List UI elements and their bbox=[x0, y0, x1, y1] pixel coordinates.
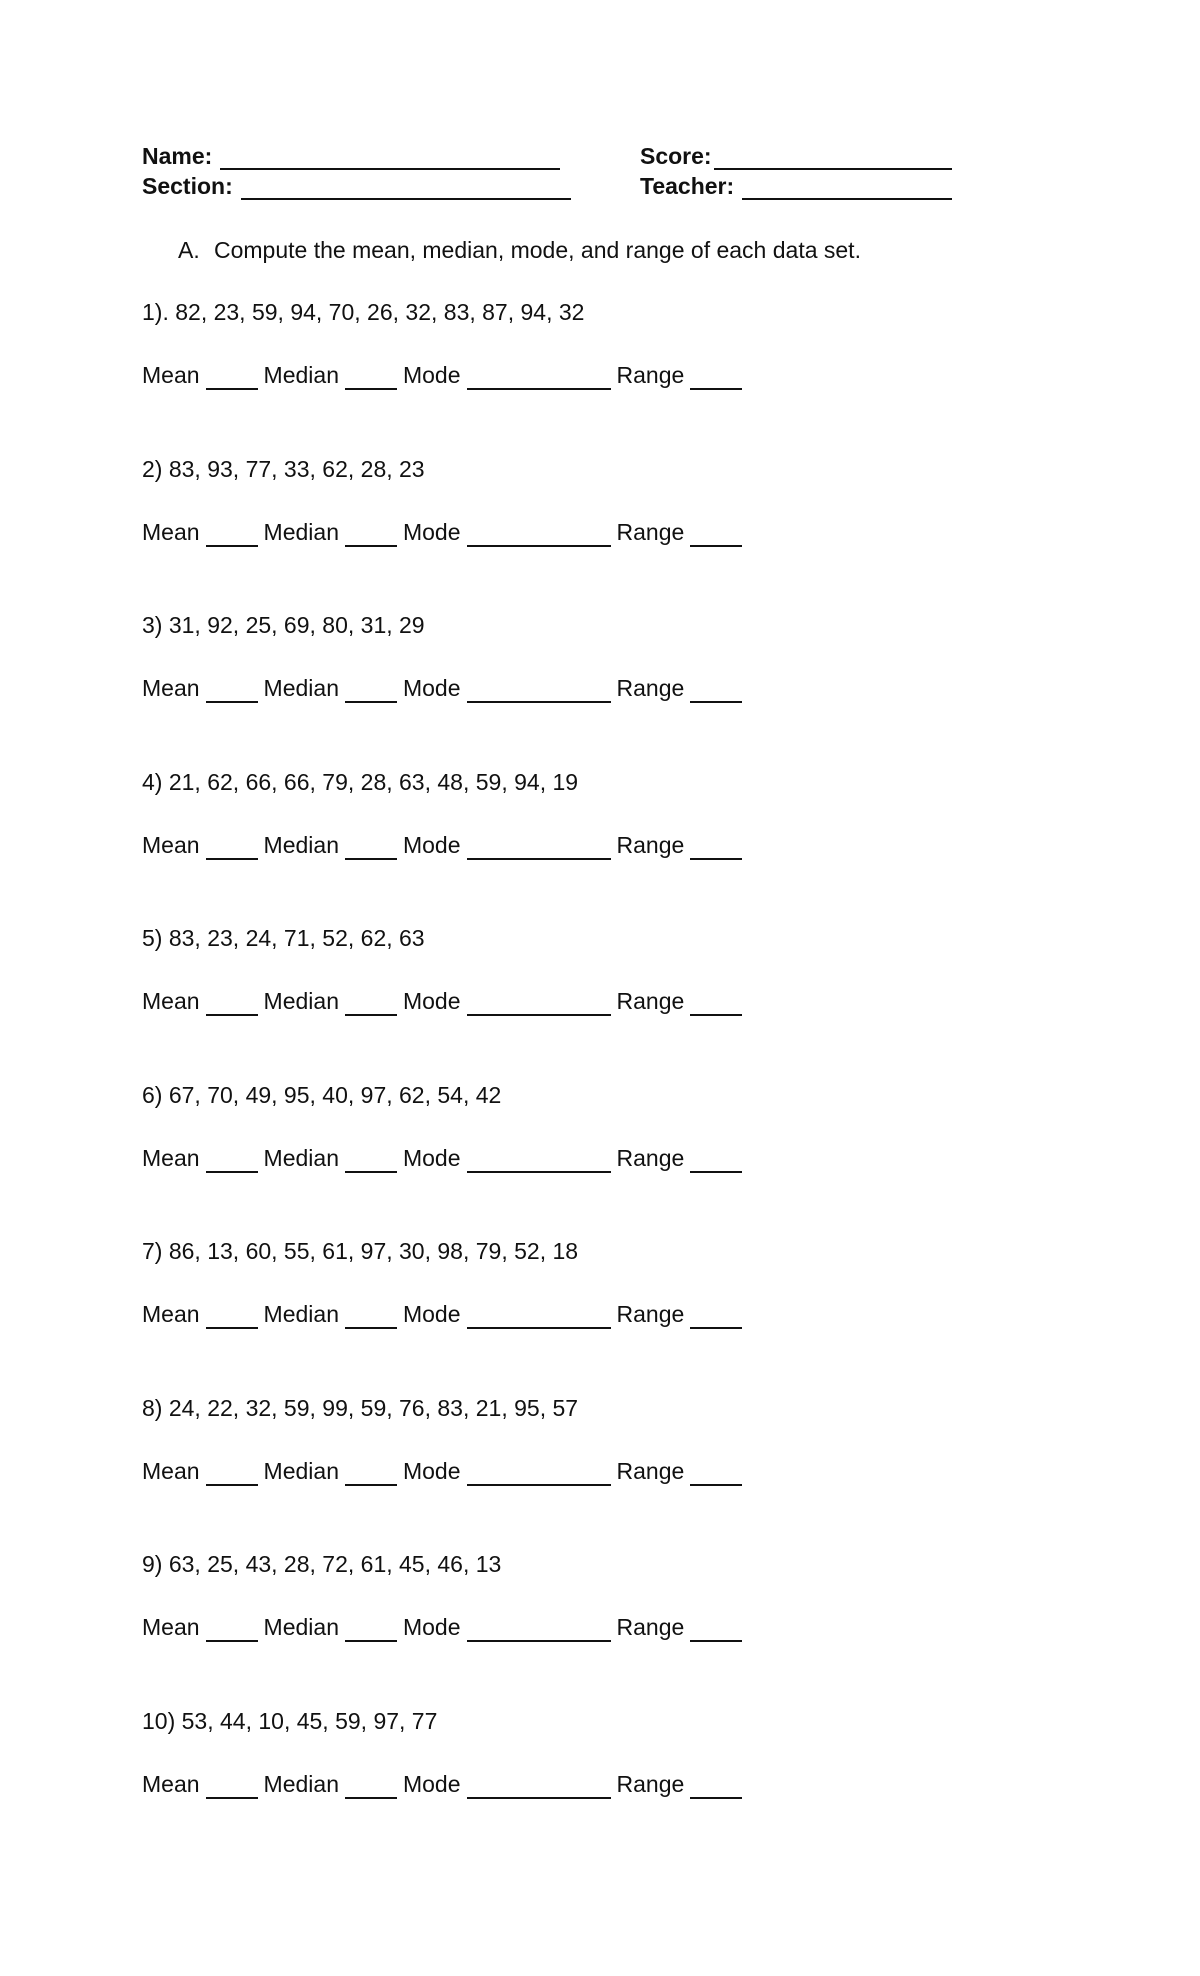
range-label: Range bbox=[616, 1144, 685, 1171]
range-answer-blank[interactable] bbox=[690, 1775, 742, 1799]
mean-label: Mean bbox=[142, 362, 200, 388]
range-label: Range bbox=[616, 675, 685, 701]
range-answer-blank[interactable] bbox=[690, 1618, 742, 1642]
mode-answer-blank[interactable] bbox=[467, 366, 611, 390]
answer-row bbox=[142, 1299, 1042, 1329]
range-answer-blank[interactable] bbox=[690, 366, 742, 390]
mean-label: Mean bbox=[142, 831, 200, 858]
problem-dataset: 6) 67, 70, 49, 95, 40, 97, 62, 54, 42 bbox=[142, 1081, 502, 1108]
section-label: Section: bbox=[142, 173, 233, 199]
problem-dataset: 4) 21, 62, 66, 66, 79, 28, 63, 48, 59, 94, 19 bbox=[142, 768, 579, 795]
mode-label: Mode bbox=[402, 518, 461, 545]
problem-item bbox=[142, 454, 1042, 547]
mean-answer-blank[interactable] bbox=[206, 1305, 258, 1329]
mean-answer-blank[interactable] bbox=[206, 1618, 258, 1642]
mean-answer-blank[interactable] bbox=[206, 1775, 258, 1799]
problem-item bbox=[142, 1080, 1042, 1173]
range-answer-blank[interactable] bbox=[690, 1305, 742, 1329]
range-answer-blank[interactable] bbox=[690, 992, 742, 1016]
range-answer-blank[interactable] bbox=[690, 679, 742, 703]
mode-label: Mode bbox=[402, 675, 461, 701]
mode-label: Mode bbox=[402, 1457, 461, 1484]
mean-answer-blank[interactable] bbox=[206, 836, 258, 860]
mode-answer-blank[interactable] bbox=[467, 1149, 611, 1173]
mode-answer-blank[interactable] bbox=[467, 523, 611, 547]
range-label: Range bbox=[616, 831, 685, 858]
mode-answer-blank[interactable] bbox=[467, 679, 611, 703]
answer-row bbox=[142, 1769, 1042, 1799]
problem-dataset: 1). 82, 23, 59, 94, 70, 26, 32, 83, 87, 94, 32 bbox=[142, 299, 585, 325]
name-field bbox=[142, 142, 560, 170]
mode-answer-blank[interactable] bbox=[467, 992, 611, 1016]
answer-row bbox=[142, 830, 1042, 860]
problem-item bbox=[142, 767, 1042, 860]
problem-item bbox=[142, 610, 1042, 703]
median-label: Median bbox=[263, 362, 339, 388]
median-answer-blank[interactable] bbox=[345, 1618, 397, 1642]
range-label: Range bbox=[616, 1301, 685, 1327]
range-label: Range bbox=[616, 1614, 685, 1640]
median-answer-blank[interactable] bbox=[345, 836, 397, 860]
median-label: Median bbox=[263, 1301, 339, 1327]
score-field bbox=[640, 142, 952, 170]
median-answer-blank[interactable] bbox=[345, 679, 397, 703]
range-label: Range bbox=[616, 1457, 685, 1484]
section-field bbox=[142, 172, 571, 200]
instruction bbox=[178, 235, 861, 265]
mean-label: Mean bbox=[142, 675, 200, 701]
median-answer-blank[interactable] bbox=[345, 523, 397, 547]
range-label: Range bbox=[616, 1770, 685, 1797]
teacher-label: Teacher: bbox=[640, 173, 735, 199]
score-blank[interactable] bbox=[714, 146, 952, 170]
problem-item bbox=[142, 1549, 1042, 1642]
median-label: Median bbox=[263, 675, 339, 701]
range-label: Range bbox=[616, 362, 685, 388]
problem-item bbox=[142, 1236, 1042, 1329]
range-label: Range bbox=[616, 518, 685, 545]
range-answer-blank[interactable] bbox=[690, 836, 742, 860]
median-label: Median bbox=[263, 831, 339, 858]
median-answer-blank[interactable] bbox=[345, 1775, 397, 1799]
problem-dataset: 5) 83, 23, 24, 71, 52, 62, 63 bbox=[142, 925, 425, 951]
mode-answer-blank[interactable] bbox=[467, 1462, 611, 1486]
median-label: Median bbox=[263, 1770, 339, 1797]
median-answer-blank[interactable] bbox=[345, 1305, 397, 1329]
mode-label: Mode bbox=[402, 1301, 461, 1327]
mean-label: Mean bbox=[142, 518, 200, 545]
mode-label: Mode bbox=[402, 1770, 461, 1797]
section-blank[interactable] bbox=[241, 176, 571, 200]
mean-label: Mean bbox=[142, 1144, 200, 1171]
mean-label: Mean bbox=[142, 988, 200, 1014]
teacher-blank[interactable] bbox=[742, 176, 952, 200]
median-answer-blank[interactable] bbox=[345, 992, 397, 1016]
problem-dataset: 2) 83, 93, 77, 33, 62, 28, 23 bbox=[142, 455, 425, 482]
instruction-text: Compute the mean, median, mode, and range of each data set. bbox=[214, 237, 861, 263]
answer-row bbox=[142, 673, 1042, 703]
mean-label: Mean bbox=[142, 1457, 200, 1484]
median-label: Median bbox=[263, 988, 339, 1014]
answer-row bbox=[142, 360, 1042, 390]
range-answer-blank[interactable] bbox=[690, 523, 742, 547]
mean-answer-blank[interactable] bbox=[206, 992, 258, 1016]
problem-dataset: 10) 53, 44, 10, 45, 59, 97, 77 bbox=[142, 1707, 438, 1734]
answer-row bbox=[142, 1612, 1042, 1642]
range-answer-blank[interactable] bbox=[690, 1149, 742, 1173]
range-answer-blank[interactable] bbox=[690, 1462, 742, 1486]
answer-row bbox=[142, 1456, 1042, 1486]
mean-answer-blank[interactable] bbox=[206, 1149, 258, 1173]
problem-item bbox=[142, 923, 1042, 1016]
problem-item bbox=[142, 1393, 1042, 1486]
problem-item bbox=[142, 1706, 1042, 1799]
mode-label: Mode bbox=[402, 1614, 461, 1640]
mean-answer-blank[interactable] bbox=[206, 679, 258, 703]
median-label: Median bbox=[263, 518, 339, 545]
mode-label: Mode bbox=[402, 988, 461, 1014]
median-label: Median bbox=[263, 1144, 339, 1171]
median-label: Median bbox=[263, 1614, 339, 1640]
problem-dataset: 8) 24, 22, 32, 59, 99, 59, 76, 83, 21, 95, 57 bbox=[142, 1394, 579, 1421]
mean-answer-blank[interactable] bbox=[206, 1462, 258, 1486]
mode-label: Mode bbox=[402, 1144, 461, 1171]
problem-item bbox=[142, 297, 1042, 390]
median-label: Median bbox=[263, 1457, 339, 1484]
instruction-letter: A. bbox=[178, 237, 200, 263]
mode-answer-blank[interactable] bbox=[467, 836, 611, 860]
mode-label: Mode bbox=[402, 831, 461, 858]
name-blank[interactable] bbox=[220, 146, 560, 170]
answer-row bbox=[142, 517, 1042, 547]
teacher-field bbox=[640, 172, 952, 200]
mean-answer-blank[interactable] bbox=[206, 366, 258, 390]
mode-answer-blank[interactable] bbox=[467, 1775, 611, 1799]
mean-answer-blank[interactable] bbox=[206, 523, 258, 547]
mode-label: Mode bbox=[402, 362, 461, 388]
name-label: Name: bbox=[142, 143, 213, 169]
problem-dataset: 3) 31, 92, 25, 69, 80, 31, 29 bbox=[142, 612, 425, 638]
mean-label: Mean bbox=[142, 1301, 200, 1327]
median-answer-blank[interactable] bbox=[345, 1149, 397, 1173]
median-answer-blank[interactable] bbox=[345, 1462, 397, 1486]
range-label: Range bbox=[616, 988, 685, 1014]
mode-answer-blank[interactable] bbox=[467, 1305, 611, 1329]
median-answer-blank[interactable] bbox=[345, 366, 397, 390]
score-label: Score: bbox=[640, 143, 712, 169]
mean-label: Mean bbox=[142, 1614, 200, 1640]
mean-label: Mean bbox=[142, 1770, 200, 1797]
problem-dataset: 9) 63, 25, 43, 28, 72, 61, 45, 46, 13 bbox=[142, 1551, 502, 1577]
answer-row bbox=[142, 1143, 1042, 1173]
mode-answer-blank[interactable] bbox=[467, 1618, 611, 1642]
problem-dataset: 7) 86, 13, 60, 55, 61, 97, 30, 98, 79, 52, 18 bbox=[142, 1238, 579, 1264]
answer-row bbox=[142, 986, 1042, 1016]
